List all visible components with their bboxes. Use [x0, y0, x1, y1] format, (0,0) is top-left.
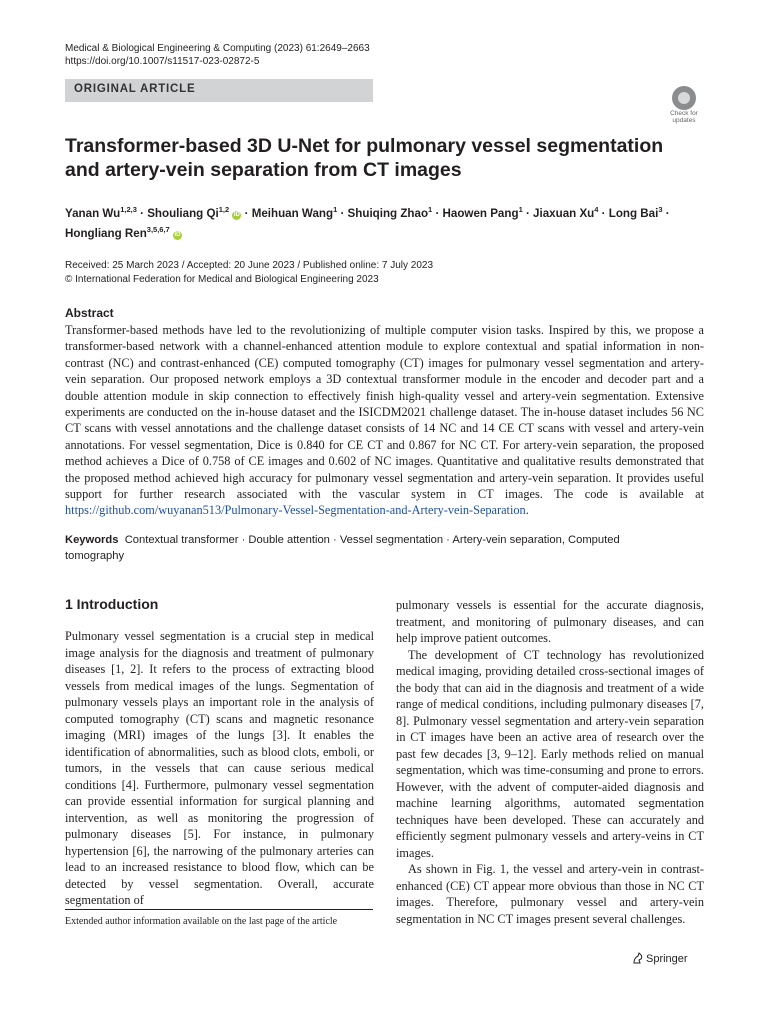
author-affiliation: 1 — [518, 205, 523, 214]
abstract-end: . — [525, 503, 529, 518]
author — [348, 207, 433, 220]
author-name: Long Bai — [608, 206, 659, 220]
body-column-right — [396, 597, 704, 927]
abstract-body — [65, 322, 704, 519]
author-name: Meihuan Wang — [251, 206, 334, 220]
publication-dates — [65, 259, 433, 287]
author — [65, 224, 182, 240]
doi-link[interactable]: https://doi.org/10.1007/s11517-023-02872-5 — [65, 56, 260, 67]
author — [252, 207, 338, 220]
author-name: Shuiqing Zhao — [347, 206, 429, 220]
author-separator: · — [432, 206, 443, 220]
author-affiliation: 3 — [658, 205, 663, 214]
springer-horse-icon — [631, 951, 645, 965]
author-affiliation: 1 — [428, 205, 433, 214]
orcid-icon[interactable]: iD — [174, 231, 181, 238]
footnote: Extended author information available on the last page of the article — [65, 916, 338, 927]
author — [443, 207, 523, 220]
author-affiliation: 4 — [594, 205, 599, 214]
badge-line1: Check for — [670, 110, 698, 117]
author — [65, 207, 137, 220]
author-name: Hongliang Ren — [65, 226, 147, 240]
publisher-logo-text: Springer — [646, 953, 688, 965]
author-separator: · — [136, 206, 148, 220]
check-for-updates-badge[interactable] — [666, 86, 702, 124]
abstract-text: Transformer-based methods have led to the revolutionizing of multiple computer vision tasks. Inspired by this, we propose a transformer-based network with a channel-enhanced attention module to explore contextual and spatial information in non-contrast (NC) and contrast-enhanced (CE) computed tomography (CT) images for pulmonary vessel segmentation and artery-vein separation. Our proposed network employs a 3D contextual transformer module in the encoder and decoder part and a double attention module in skip connection to effectively finish high-quality vessel and artery-vein segmentation. Extensive experiments are conducted on the in-house dataset and the ISICDM2021 challenge dataset. The in-house dataset includes 56 NC CT scans with vessel annotations and the challenge dataset consists of 14 NC and 14 CE CT scans with vessel and artery-vein annotations. For vessel segmentation, Dice is 0.840 for CE CT and 0.867 for NC CT. For artery-vein separation, the proposed method achieves a Dice of 0.758 of CE images and 0.602 of NC images. Quantitative and qualitative results demonstrated that the proposed method achieved high accuracy for pulmonary vessel segmentation and artery-vein separation. It provides useful support for further research associated with the vascular system in CT images. The code is available at — [65, 323, 704, 502]
keywords-text: Contextual transformer · Double attention · Vessel segmentation · Artery-vein separation, Computed tomography — [65, 534, 620, 562]
author-affiliation: 1,2,3 — [120, 205, 137, 214]
update-icon — [672, 86, 696, 110]
author-name: Yanan Wu — [65, 206, 121, 220]
intro-paragraph-1-cont: pulmonary vessels is essential for the accurate diagnosis, treatment, and monitoring of pulmonary diseases, and can help improve patient outcomes. — [396, 598, 704, 645]
author — [609, 207, 663, 220]
article-type-label: ORIGINAL ARTICLE — [74, 83, 196, 95]
author-separator: · — [522, 206, 534, 220]
intro-paragraph-1: Pulmonary vessel segmentation is a crucial step in medical image analysis for the diagnosis and treatment of pulmonary diseases [1, 2]. It refers to the process of extracting blood vessels from medical images of the lungs. Segmentation of pulmonary vessels plays an important role in the analysis of computed tomography (CT) scans and magnetic resonance imaging (MRI) images of the lungs [3]. It enables the identification of abnormalities, such as blood clots, emboli, or tumors, in the vessels that can cause serious medical conditions [4]. Furthermore, pulmonary vessel segmentation can provide essential information for surgical planning and intervention, as well as monitoring the progression of pulmonary diseases [5]. For instance, in pulmonary hypertension [6], the narrowing of the pulmonary arteries can lead to an increased resistance to blood flow, which can be detected by vessel segmentation. Overall, accurate segmentation of — [65, 629, 374, 907]
keywords-label: Keywords — [65, 534, 119, 546]
author-separator: · — [662, 206, 670, 220]
section-heading-introduction: 1 Introduction — [65, 596, 159, 612]
intro-paragraph-2: The development of CT technology has revolutionized medical imaging, providing detailed cross-sectional images of the body that can aid in the diagnosis and treatment of a wide range of medical conditions, including pulmonary diseases [7, 8]. Pulmonary vessel segmentation and artery-vein separation in CT images have been an active area of research over the past few decades [3, 9–12]. Early methods relied on manual segmentation, which was time-consuming and prone to errors. However, with the advent of computer-aided diagnosis and machine learning algorithms, automated segmentation techniques have been developed. These can accurately and efficiently segment pulmonary vessels and artery-veins in CT images. — [396, 647, 704, 860]
author-separator: · — [241, 206, 252, 220]
paper-title: Transformer-based 3D U-Net for pulmonary vessel segmentation and artery-vein separation from CT images — [65, 135, 664, 181]
author-separator: · — [598, 206, 609, 220]
author-affiliation: 3,5,6,7 — [146, 224, 170, 234]
footnote-divider — [65, 909, 373, 910]
intro-paragraph-3: As shown in Fig. 1, the vessel and artery-vein in contrast-enhanced (CE) CT appear more obvious than those in NC CT images. Therefore, pulmonary vessel and artery-vein segmentation in NC CT images present several challenges. — [396, 862, 704, 926]
code-link[interactable]: https://github.com/wuyanan513/Pulmonary-Vessel-Segmentation-and-Artery-vein-Separation — [65, 503, 526, 518]
author-affiliation: 1,2 — [218, 205, 230, 214]
badge-line2: updates — [672, 117, 696, 124]
author-name: Jiaxuan Xu — [533, 206, 595, 220]
keywords — [65, 532, 665, 564]
author-separator: · — [337, 206, 348, 220]
copyright-line: © International Federation for Medical and Biological Engineering 2023 — [65, 274, 379, 285]
author-name: Haowen Pang — [442, 206, 519, 220]
article-type-banner — [65, 79, 373, 102]
author — [147, 207, 241, 220]
dates-line: Received: 25 March 2023 / Accepted: 20 June 2023 / Published online: 7 July 2023 — [65, 260, 434, 271]
journal-citation: Medical & Biological Engineering & Computing (2023) 61:2649–2663 — [65, 43, 370, 54]
author — [533, 207, 598, 220]
author-affiliation: 1 — [333, 205, 338, 214]
author-list — [65, 202, 685, 242]
author-name: Shouliang Qi — [147, 206, 219, 220]
abstract-heading: Abstract — [65, 306, 114, 320]
body-column-left — [65, 628, 374, 909]
orcid-icon[interactable]: iD — [233, 211, 240, 218]
